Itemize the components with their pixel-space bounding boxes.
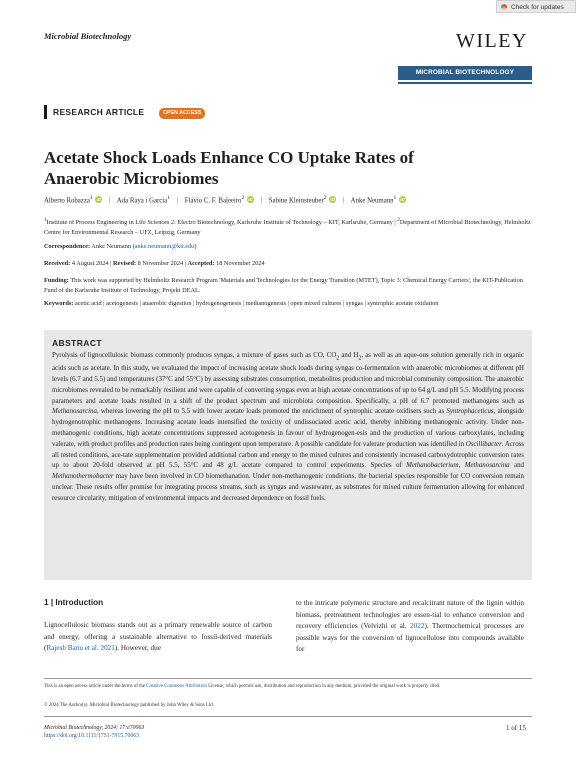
received-label: Received: bbox=[44, 260, 71, 267]
author-separator: | bbox=[342, 197, 345, 205]
orcid-icon[interactable]: iD bbox=[96, 197, 102, 203]
funding-label: Funding: bbox=[44, 277, 69, 284]
species-name: Methanosarcina bbox=[52, 408, 97, 416]
abstract-text-part: , alongside hydrogenotrophic methanogens. Increasing acetate loads intensified the toxicity of undissociated acetic acid, thereby inhibiting methanogenic activity. Under non-methanogenic conditions, high acetate concentrations suppressed acetogenesis in favour of hydrogenogen-esis and the production of various carboxylates, including valerate, with product profiles and production rates being contingent upon temperature. A possible candidate for valerate production was identified in bbox=[52, 408, 525, 448]
license-text: License, which permits use, distribution and reproduction in any medium, provided the original work is properly cited. bbox=[206, 684, 441, 689]
footer-divider bbox=[44, 716, 532, 717]
author-name[interactable]: Sabine Kleinsteuber bbox=[268, 197, 324, 205]
abstract-text-part: may have been involved in CO biomethanation. Under non-methanogenic conditions, the bacterial species responsible for CO conversion remain unclear. These results offer promise for integrating process streams, such as syngas and wastewater, as substrates for mixed culture fermentation allowing for enhanced resource circularity, mitigation of environmental impacts and decreased dependence on fossil fuels. bbox=[52, 473, 524, 502]
license-text: This is an open access article under the terms of the bbox=[44, 684, 147, 689]
subscript: 2 bbox=[336, 355, 340, 362]
author-affiliation-sup: 1 bbox=[89, 195, 93, 201]
orcid-icon[interactable]: iD bbox=[400, 197, 405, 203]
copyright: © 2024 The Author(s). Microbial Biotechnology published by John Wiley & Sons Ltd. bbox=[44, 703, 214, 708]
revised-label: Revised: bbox=[112, 260, 137, 267]
abstract-text bbox=[52, 351, 524, 505]
received-date: 4 August 2024 bbox=[71, 260, 109, 267]
affiliation-2: Department of Microbial Biotechnology, Helmholtz Centre for Environmental Research – UFZ, Leipzig, Germany bbox=[44, 219, 531, 237]
abstract-text-part: , bbox=[458, 462, 465, 470]
funding-text: This work was supported by Helmholtz Research Program 'Materials and Technologies for the Energy Transition (MTET), Topic 3: Chemical Energy Carriers', the KIT-Publication Fund of the Karlsruhe Institute of Technology, Projekt DEAL. bbox=[44, 277, 523, 294]
author-affiliation-sup: 1 bbox=[393, 195, 397, 201]
author-name[interactable]: Alberto Robazza bbox=[44, 197, 90, 205]
body-column-left bbox=[44, 620, 272, 655]
doi-link[interactable]: https://doi.org/10.1111/1751-7915.70063 bbox=[44, 733, 140, 739]
journal-name-header: Microbial Biotechnology bbox=[44, 31, 132, 41]
species-name: Oscillibacter bbox=[465, 440, 502, 448]
citation-link[interactable]: 2022 bbox=[410, 622, 425, 630]
affiliation-1: Institute of Process Engineering in Life Sciences 2: Electro Biotechnology, Karlsruhe Institute of Technology – KIT, Karlsruhe, Germany bbox=[46, 219, 393, 227]
author-name[interactable]: Flávio C. F. Baleeiro bbox=[184, 197, 242, 205]
open-access-badge: OPEN ACCESS bbox=[159, 108, 205, 119]
affiliation-separator: | bbox=[394, 219, 398, 227]
author-name[interactable]: Anke Neumann bbox=[350, 197, 394, 205]
keywords-label: Keywords: bbox=[44, 300, 74, 307]
correspondence: Correspondence: Anke Neumann (anke.neumann@kit.edu) bbox=[44, 243, 197, 250]
author-name[interactable]: Ada Raya i Garcia bbox=[116, 197, 168, 205]
accepted-label: Accepted: bbox=[187, 260, 215, 267]
citation-link[interactable]: Rajesh Banu et al. 2021 bbox=[46, 644, 115, 652]
journal-citation: Microbial Biotechnology, 2024; 17:e70063 bbox=[44, 725, 145, 731]
orcid-icon[interactable]: iD bbox=[248, 197, 253, 203]
title-line-1: Acetate Shock Loads Enhance CO Uptake Rates of bbox=[44, 148, 414, 167]
license-notice bbox=[44, 683, 532, 692]
correspondence-email-link[interactable]: anke.neumann@kit.edu bbox=[134, 243, 195, 250]
abstract-text-part: , whereas lowering the pH to 5.5 with lower acetate loads promoted the enrichment of syntrophic acetate oxidisers such as bbox=[96, 408, 447, 416]
section-heading-introduction: 1 | Introduction bbox=[44, 598, 104, 607]
species-name: Syntrophaceticus bbox=[446, 408, 494, 416]
body-column-right bbox=[296, 598, 524, 656]
license-link[interactable]: Creative Commons Attribution bbox=[146, 684, 207, 689]
crossmark-icon bbox=[501, 4, 507, 10]
species-name: Methanothermobacter bbox=[52, 473, 114, 481]
author-affiliation-sup: 2 bbox=[323, 195, 327, 201]
footer-divider bbox=[44, 678, 532, 679]
body-text: to the intricate polymeric structure and recalcitrant nature of the lignin within biomass, pretreatment technologies are essen-tial to enhance conversion and recovery efficiencies (Velvizhi et al. bbox=[296, 599, 524, 630]
species-name: Methanobacterium bbox=[406, 462, 459, 470]
abstract-text-part: . Across all tested conditions, ace-tate supplementation provided additional carbon and energy to the mixed cultures and consistently increased carboxydotrophic conversion rates up to about 20-fold observed at pH 5.5, 55°C and 48 g/L acetate compared to control experiments. Species of bbox=[52, 440, 525, 470]
affiliation-sup: 1 bbox=[44, 217, 47, 223]
correspondence-name: Anke Neumann bbox=[91, 243, 131, 250]
date-separator: | bbox=[110, 260, 113, 267]
check-for-updates-button[interactable] bbox=[496, 0, 576, 13]
title-line-2: Anaerobic Microbiomes bbox=[44, 169, 219, 188]
subscript: 2 bbox=[358, 355, 362, 362]
affiliations bbox=[44, 215, 532, 238]
author-list bbox=[44, 195, 406, 204]
orcid-icon[interactable]: iD bbox=[330, 197, 335, 203]
author-separator: | bbox=[109, 197, 111, 205]
publisher-logo: WILEY bbox=[456, 30, 528, 52]
abstract-text-part: and bbox=[509, 462, 524, 470]
abstract-heading: ABSTRACT bbox=[52, 338, 102, 348]
keywords bbox=[44, 299, 532, 309]
species-name: Methanosarcina bbox=[464, 462, 510, 470]
body-text: ). However, due bbox=[114, 644, 161, 652]
citation-block bbox=[44, 724, 144, 740]
body-text: Lignocellulosic biomass stands out as a primary renewable source of carbon and energy, offering a sustainable alternative to fossil-derived materials ( bbox=[44, 621, 272, 652]
article-dates bbox=[44, 259, 265, 269]
author-affiliation-sup: 2 bbox=[241, 195, 245, 201]
author-separator: | bbox=[260, 197, 263, 205]
journal-banner: MICROBIAL BIOTECHNOLOGY bbox=[398, 66, 532, 80]
author-separator: | bbox=[176, 197, 179, 205]
abstract-text-part: , as well as an aque-ous solution generally rich in organic acids such as acetate. In this study, we evaluated the impact of increasing acetate shock loads during syngas co-fermentation with anaerobic microbiomes at different pH levels (6.7 and 5.5) and temperatures (37°C and 55°C) by assessing substrates consumption, metabolites production and microbial community composition. The anaerobic microbiomes revealed to be remarkably resilient and were capable of converting syngas even at high acetate concentrations of up to 64 g/L and pH 5.5. Modifying process parameters and acetate loads resulted in a shift of the product spectrum and microbiota composition. Specifically, a pH of 6.7 promoted methanogens such as bbox=[52, 352, 525, 405]
page-number: 1 of 15 bbox=[506, 724, 526, 732]
abstract-text-part: and H bbox=[339, 352, 359, 359]
correspondence-label: Correspondence: bbox=[44, 243, 91, 250]
date-separator: | bbox=[184, 260, 188, 267]
article-type-marker bbox=[44, 105, 47, 119]
abstract-text-part: Pyrolysis of lignocellulosic biomass commonly produces syngas, a mixture of gases such as CO, CO bbox=[52, 352, 337, 359]
funding bbox=[44, 276, 532, 296]
keywords-text: acetic acid | acetogenesis | anaerobic digestion | hydrogenogenesis | methanogenesis | open mixed cultures | syngas | syntrophic acetate oxidation bbox=[74, 300, 439, 307]
author-affiliation-sup: 1 bbox=[167, 195, 171, 201]
revised-date: 8 November 2024 bbox=[137, 260, 184, 267]
abstract-box bbox=[44, 330, 532, 580]
check-for-updates-label: Check for updates bbox=[511, 4, 564, 11]
body-text: ). Thermochemical processes are possible ways for the conversion of lignocellulose into compounds available for bbox=[296, 622, 524, 653]
article-title bbox=[44, 147, 504, 189]
affiliation-sup: 2 bbox=[397, 217, 400, 223]
banner-underline bbox=[398, 82, 532, 84]
article-type: RESEARCH ARTICLE bbox=[53, 107, 145, 117]
accepted-date: 18 November 2024 bbox=[216, 260, 265, 267]
